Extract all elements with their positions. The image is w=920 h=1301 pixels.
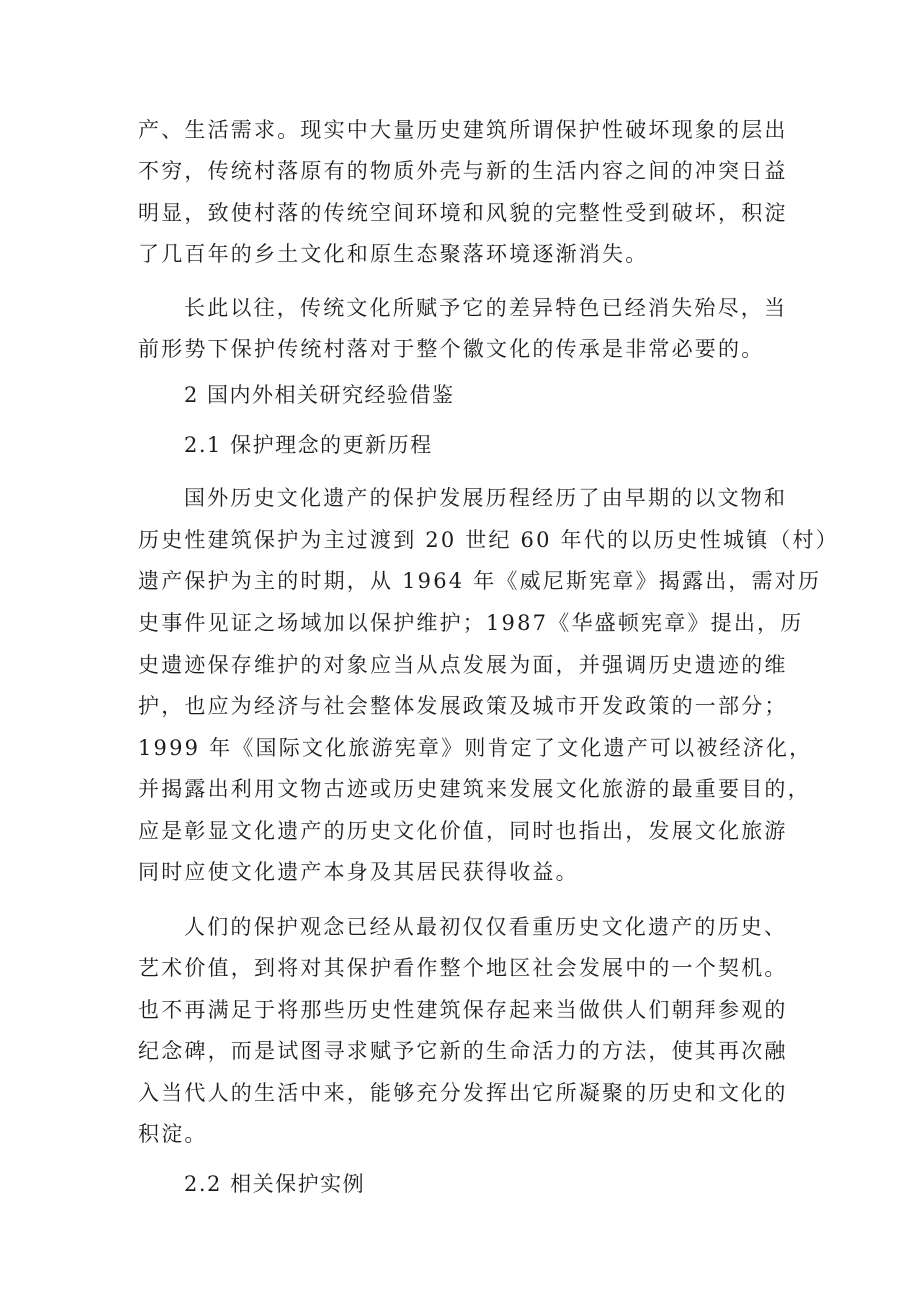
paragraph-3-line-8: 并揭露出利用文物古迹或历史建筑来发展文化旅游的最重要目的， [138,777,811,801]
paragraph-3-line-3: 遗产保护为主的时期，从 1964 年《威尼斯宪章》揭露出，需对历 [138,569,822,593]
paragraph-3-line-1: 国外历史文化遗产的保护发展历程经历了由早期的以文物和 [184,486,788,510]
paragraph-3-line-5: 史遗迹保存维护的对象应当从点发展为面，并强调历史遗迹的维 [138,653,788,677]
section-heading-2-2: 2.2 相关保护实例 [184,1172,366,1196]
paragraph-1-line-2: 不穷，传统村落原有的物质外壳与新的生活内容之间的冲突日益 [138,159,788,183]
section-heading-2-1: 2.1 保护理念的更新历程 [184,433,433,457]
paragraph-2-line-1: 长此以往，传统文化所赋予它的差异特色已经消失殆尽，当 [184,296,788,320]
paragraph-4-line-1: 人们的保护观念已经从最初仅仅看重历史文化遗产的历史、 [184,915,788,939]
paragraph-3-line-10: 同时应使文化遗产本身及其居民获得收益。 [138,860,579,884]
paragraph-3-line-7: 1999 年《国际文化旅游宪章》则肯定了文化遗产可以被经济化， [138,736,813,760]
paragraph-3-line-9: 应是彰显文化遗产的历史文化价值，同时也指出，发展文化旅游 [138,819,788,843]
paragraph-1-line-3: 明显，致使村落的传统空间环境和风貌的完整性受到破坏，积淀 [138,201,788,225]
paragraph-3-line-2: 历史性建筑保护为主过渡到 20 世纪 60 年代的以历史性城镇（村） [138,528,839,552]
paragraph-2-line-2: 前形势下保护传统村落对于整个徽文化的传承是非常必要的。 [138,337,765,361]
paragraph-4-line-3: 也不再满足于将那些历史性建筑保存起来当做供人们朝拜参观的 [138,998,788,1022]
paragraph-4-line-4: 纪念碑，而是试图寻求赋予它新的生命活力的方法，使其再次融 [138,1039,788,1063]
paragraph-3-line-6: 护，也应为经济与社会整体发展政策及城市开发政策的一部分； [138,694,788,718]
paragraph-3-line-4: 史事件见证之场域加以保护维护；1987《华盛顿宪章》提出，历 [138,611,804,635]
paragraph-4-line-5: 入当代人的生活中来，能够充分发挥出它所凝聚的历史和文化的 [138,1081,788,1105]
paragraph-1-line-4: 了几百年的乡土文化和原生态聚落环境逐渐消失。 [138,242,649,266]
paragraph-1-line-1: 产、生活需求。现实中大量历史建筑所谓保护性破坏现象的层出 [138,118,788,142]
paragraph-4-line-6: 积淀。 [138,1122,208,1146]
section-heading-2: 2 国内外相关研究经验借鉴 [184,383,455,407]
paragraph-4-line-2: 艺术价值，到将对其保护看作整个地区社会发展中的一个契机。 [138,956,788,980]
